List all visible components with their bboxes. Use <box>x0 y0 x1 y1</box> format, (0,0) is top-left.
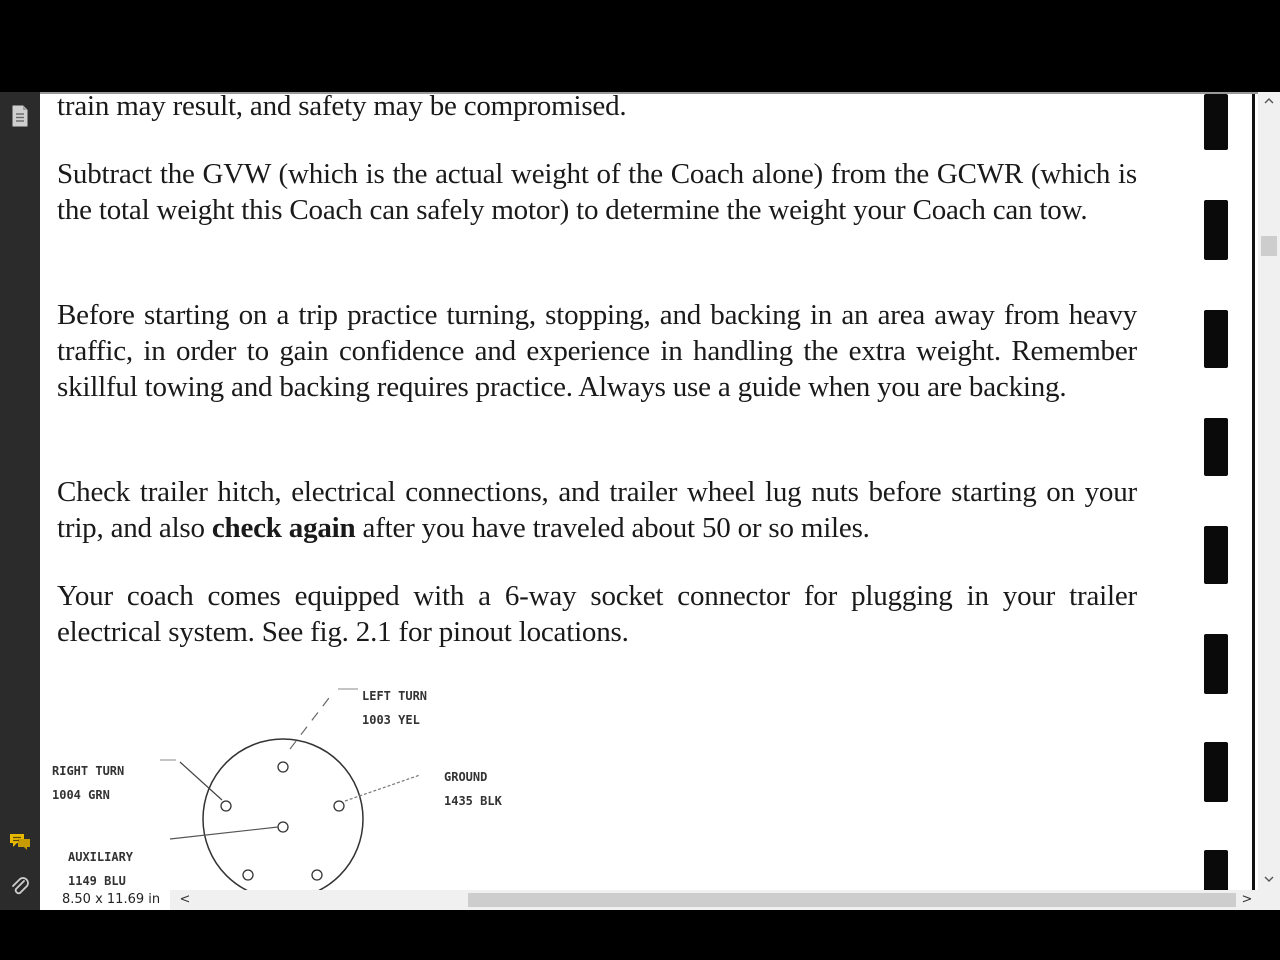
vertical-scrollbar[interactable] <box>1258 92 1280 890</box>
label-ground: GROUND <box>444 770 488 784</box>
label-right-turn-wire: 1004 GRN <box>52 788 110 802</box>
paragraph-socket-connector: Your coach comes equipped with a 6-way socket connector for plugging in your trailer electrical system. See fig. 2.1 for pinout locations. <box>57 580 1137 648</box>
edge-mark <box>1204 850 1228 890</box>
paragraph-gvw: Subtract the GVW (which is the actual weight of the Coach alone) from the GCWR (which is the total weight this Coach can safely motor) to determine the weight your Coach can tow. <box>57 158 1137 226</box>
page-size-readout: 8.50 x 11.69 in <box>40 890 170 910</box>
edge-mark <box>1204 310 1228 368</box>
paragraph-practice: Before starting on a trip practice turning, stopping, and backing in an area away from heavy traffic, in order to gain confidence and experience in handling the extra weight. Remember skillful towing and backing requires practice. Always use a guide when you are backing. <box>57 299 1137 403</box>
chevron-up-icon <box>1264 97 1274 105</box>
leader-auxiliary <box>170 827 278 839</box>
pin-ground <box>334 801 344 811</box>
scroll-right-button[interactable]: > <box>1241 892 1253 907</box>
check-hitch-text-1: Check trailer hitch, electrical connections, and trailer wheel lug nuts before starting on your trip, and also <box>57 476 1137 544</box>
leader-right-turn <box>180 762 222 800</box>
horizontal-scroll-thumb[interactable] <box>468 893 1236 907</box>
check-again-bold: check again <box>211 512 356 544</box>
attachment-icon[interactable] <box>8 874 32 898</box>
pin-left-turn <box>278 762 288 772</box>
label-right-turn: RIGHT TURN <box>52 764 125 778</box>
left-navigation-rail <box>0 92 40 910</box>
chevron-down-icon <box>1264 875 1274 883</box>
label-left-turn: LEFT TURN <box>362 689 428 703</box>
check-hitch-text-2: after you have traveled about 50 or so miles. <box>355 512 870 544</box>
scroll-left-button[interactable]: < <box>179 892 191 907</box>
pinout-diagram <box>40 679 640 890</box>
scroll-down-button[interactable] <box>1258 870 1280 888</box>
edge-mark <box>1204 200 1228 260</box>
edge-mark <box>1204 742 1228 802</box>
edge-mark <box>1204 94 1228 150</box>
pin-bottom-left <box>243 870 253 880</box>
label-auxiliary: AUXILIARY <box>68 850 134 864</box>
document-viewport[interactable] <box>40 92 1258 890</box>
page-edge-line <box>1252 94 1255 890</box>
scan-edge-marks <box>1200 94 1240 890</box>
paragraph-safety-tail: train may result, and safety may be compromised. <box>57 92 627 122</box>
top-black-bar <box>0 0 1280 92</box>
label-auxiliary-wire: 1149 BLU <box>68 874 126 888</box>
page-thumbnails-icon[interactable] <box>8 104 32 128</box>
edge-mark <box>1204 526 1228 584</box>
paragraph-check-hitch <box>57 474 1137 546</box>
bottom-black-bar <box>0 910 1280 960</box>
label-left-turn-wire: 1003 YEL <box>362 713 420 727</box>
label-ground-wire: 1435 BLK <box>444 794 502 808</box>
pin-bottom-right <box>312 870 322 880</box>
edge-mark <box>1204 418 1228 476</box>
pin-right-turn <box>221 801 231 811</box>
pin-center <box>278 822 288 832</box>
comment-icon[interactable] <box>8 830 32 854</box>
status-bar <box>40 890 1280 910</box>
vertical-scroll-thumb[interactable] <box>1261 236 1277 256</box>
document-page <box>40 94 1258 890</box>
scroll-up-button[interactable] <box>1258 92 1280 110</box>
edge-mark <box>1204 634 1228 694</box>
